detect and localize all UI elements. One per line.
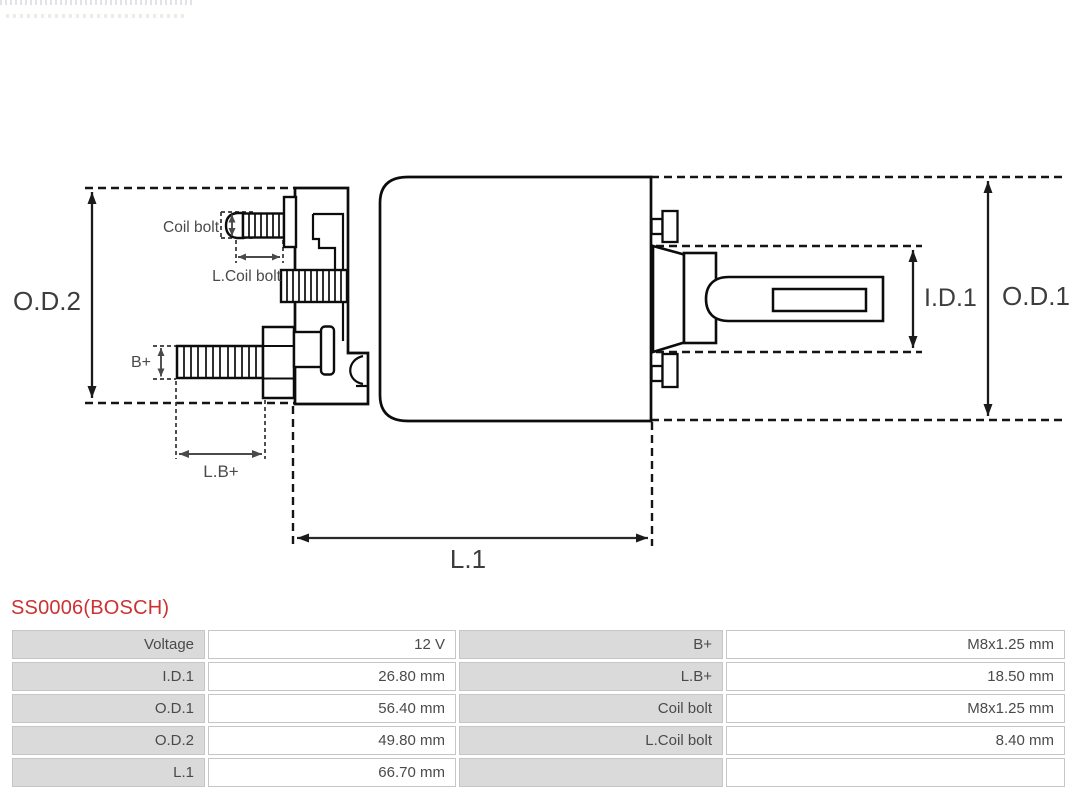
spec-label: L.Coil bolt	[459, 726, 723, 755]
plunger-slot	[773, 289, 866, 311]
plunger-cap	[653, 246, 684, 352]
solenoid-body-outline	[295, 177, 651, 421]
spec-label: L.B+	[459, 662, 723, 691]
b-plus-seat	[294, 332, 324, 367]
table-row	[12, 662, 1065, 691]
spec-value: M8x1.25 mm	[726, 630, 1065, 659]
spec-label: B+	[459, 630, 723, 659]
table-row	[12, 694, 1065, 723]
id1-label: I.D.1	[924, 284, 977, 312]
terminal-stub-bottom	[652, 366, 663, 381]
table-row	[12, 758, 1065, 787]
spec-value: 66.70 mm	[208, 758, 456, 787]
b-plus-nut	[263, 327, 294, 398]
spec-value: 56.40 mm	[208, 694, 456, 723]
spec-value: 8.40 mm	[726, 726, 1065, 755]
od2-label: O.D.2	[13, 286, 81, 316]
spec-label: I.D.1	[12, 662, 205, 691]
od1-label: O.D.1	[1002, 281, 1070, 311]
spec-label: O.D.1	[12, 694, 205, 723]
l-coil-bolt-label: L.Coil bolt	[212, 268, 281, 285]
rear-end	[652, 211, 884, 387]
terminal-tab-top	[663, 211, 678, 242]
spec-label: Coil bolt	[459, 694, 723, 723]
lb-plus-label: L.B+	[203, 462, 239, 481]
coil-bolt-plate	[284, 197, 296, 247]
b-plus-label: B+	[130, 354, 151, 371]
coil-bolt-bushing	[281, 270, 347, 302]
spec-value: 12 V	[208, 630, 456, 659]
coil-bolt-head	[226, 213, 243, 238]
spec-label: O.D.2	[12, 726, 205, 755]
l1-label: L.1	[449, 544, 487, 574]
main-body	[380, 177, 651, 421]
spec-value	[726, 758, 1065, 787]
spec-value: 18.50 mm	[726, 662, 1065, 691]
spec-table	[9, 627, 1068, 790]
part-number-heading: SS0006(BOSCH)	[11, 597, 170, 619]
coil-bolt	[226, 197, 296, 247]
spec-label: Voltage	[12, 630, 205, 659]
spec-value: M8x1.25 mm	[726, 694, 1065, 723]
table-row	[12, 630, 1065, 659]
spec-label	[459, 758, 723, 787]
spec-value: 26.80 mm	[208, 662, 456, 691]
terminal-stub-top	[652, 219, 663, 234]
spec-value: 49.80 mm	[208, 726, 456, 755]
table-row	[12, 726, 1065, 755]
terminal-tab-bottom	[663, 354, 678, 387]
b-plus-washer	[321, 327, 334, 375]
coil-bolt-label: Coil bolt	[163, 219, 219, 236]
spec-label: L.1	[12, 758, 205, 787]
